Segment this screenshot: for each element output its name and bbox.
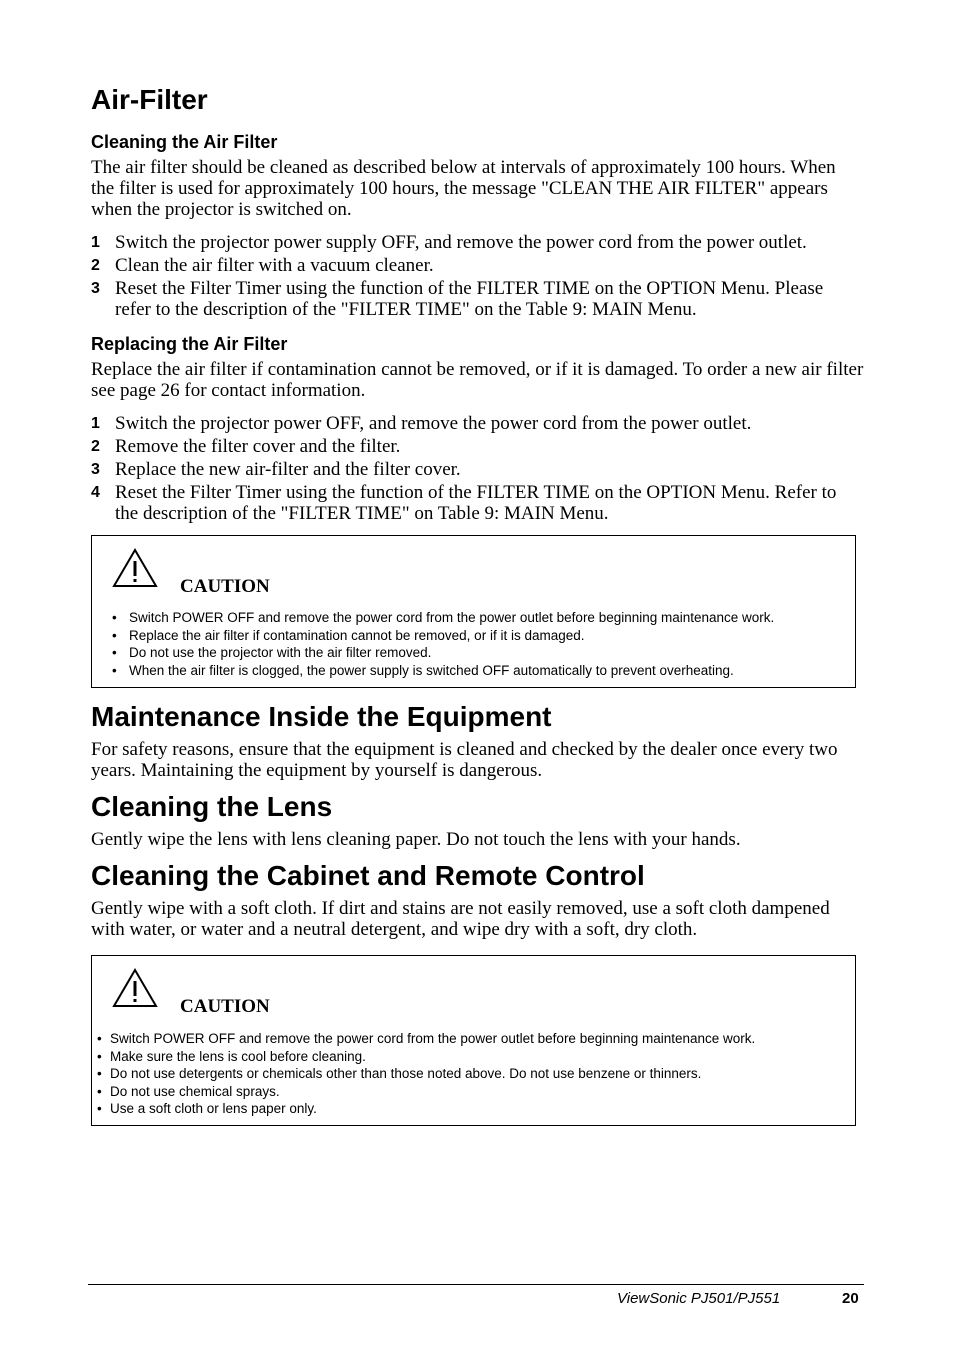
caution-text: Do not use detergents or chemicals other than those noted above. Do not use benzene or thinners. — [110, 1066, 702, 1082]
bullet-glyph: • — [112, 627, 117, 643]
section-title-air-filter: Air-Filter — [91, 84, 208, 115]
caution-box-air-filter — [91, 535, 856, 688]
subheading-replacing-air-filter: Replacing the Air Filter — [91, 334, 288, 354]
step-item — [91, 436, 861, 457]
caution-text: Do not use chemical sprays. — [110, 1083, 280, 1099]
step-text: Remove the filter cover and the filter. — [115, 436, 401, 457]
text-line: when the projector is switched on. — [91, 199, 352, 220]
text-line: see page 26 for contact information. — [91, 380, 366, 401]
bullet-glyph: • — [97, 1083, 102, 1099]
caution-label: CAUTION — [180, 576, 270, 597]
step-text: Reset the Filter Timer using the function of the FILTER TIME on the OPTION Menu. Refer to — [115, 482, 837, 503]
step-item — [91, 232, 861, 253]
caution-item — [97, 1065, 755, 1083]
step-text: Replace the new air-filter and the filter cover. — [115, 459, 461, 480]
step-text: Switch the projector power supply OFF, and remove the power cord from the power outlet. — [115, 232, 807, 253]
caution-text: Replace the air filter if contamination cannot be removed, or if it is damaged. — [129, 627, 585, 643]
step-item — [91, 413, 861, 434]
step-number: 1 — [91, 415, 100, 432]
text-line: years. Maintaining the equipment by yourself is dangerous. — [91, 760, 543, 781]
step-number: 4 — [91, 484, 100, 501]
caution-label: CAUTION — [180, 996, 270, 1017]
text-line: Gently wipe the lens with lens cleaning paper. Do not touch the lens with your hands. — [91, 829, 741, 850]
caution-item — [112, 627, 774, 645]
paragraph-lens — [91, 829, 861, 850]
caution-item — [97, 1030, 756, 1048]
caution-item — [112, 644, 774, 662]
caution-text: Make sure the lens is cool before cleaning. — [110, 1048, 366, 1064]
bullet-glyph: • — [112, 610, 117, 625]
text-line: the filter is used for approximately 100 hours, the message "CLEAN THE AIR FILTER" appears — [91, 178, 828, 199]
bullet-glyph: • — [112, 662, 117, 678]
caution-item — [97, 1100, 755, 1118]
bullet-glyph: • — [97, 1066, 102, 1082]
warning-triangle-icon — [112, 968, 158, 1008]
step-number: 2 — [91, 257, 100, 274]
bullet-glyph: • — [97, 1048, 102, 1064]
paragraph-replacing-intro — [91, 359, 864, 401]
step-number: 1 — [91, 234, 100, 251]
paragraph-cabinet — [91, 898, 861, 940]
step-text: refer to the description of the "FILTER TIME" on the Table 9: MAIN Menu. — [115, 299, 697, 320]
caution-item — [112, 609, 775, 627]
step-number: 3 — [91, 461, 100, 478]
caution-item — [97, 1083, 755, 1101]
step-number: 3 — [91, 280, 100, 297]
warning-triangle-icon — [112, 548, 158, 588]
section-title-lens: Cleaning the Lens — [91, 791, 333, 822]
replacing-steps-list — [91, 413, 861, 524]
text-line: The air filter should be cleaned as described below at intervals of approximately 100 hours. When — [91, 157, 836, 178]
caution-text: Do not use the projector with the air filter removed. — [129, 645, 432, 661]
step-item — [91, 255, 861, 276]
caution-box-cabinet — [91, 955, 856, 1126]
step-text: Clean the air filter with a vacuum cleaner. — [115, 255, 434, 276]
paragraph-cleaning-intro — [91, 157, 861, 220]
caution-list — [112, 609, 775, 679]
step-text: Reset the Filter Timer using the function of the FILTER TIME on the OPTION Menu. Please — [115, 278, 824, 299]
bullet-glyph: • — [97, 1031, 102, 1046]
text-line: Replace the air filter if contamination cannot be removed, or if it is damaged. To order a new air filter — [91, 359, 864, 380]
bullet-glyph: • — [112, 645, 117, 661]
step-item — [91, 482, 861, 524]
caution-text: Switch POWER OFF and remove the power cord from the power outlet before beginning maintenance work. — [129, 610, 775, 625]
footer-rule — [88, 1284, 864, 1285]
section-title-maintenance: Maintenance Inside the Equipment — [91, 701, 552, 732]
caution-text: When the air filter is clogged, the power supply is switched OFF automatically to prevent overheating. — [129, 662, 734, 678]
caution-list — [97, 1030, 756, 1118]
step-number: 2 — [91, 438, 100, 455]
subheading-cleaning-air-filter: Cleaning the Air Filter — [91, 132, 278, 152]
bullet-glyph: • — [97, 1101, 102, 1117]
cleaning-steps-list — [91, 232, 861, 320]
step-item — [91, 459, 861, 480]
step-text: Switch the projector power OFF, and remove the power cord from the power outlet. — [115, 413, 752, 434]
step-item — [91, 278, 861, 320]
text-line: with water, or water and a neutral detergent, and wipe dry with a soft, dry cloth. — [91, 919, 698, 940]
caution-text: Switch POWER OFF and remove the power cord from the power outlet before beginning maintenance work. — [110, 1031, 756, 1046]
paragraph-maintenance — [91, 739, 861, 781]
caution-text: Use a soft cloth or lens paper only. — [110, 1101, 317, 1117]
section-title-cabinet: Cleaning the Cabinet and Remote Control — [91, 860, 645, 891]
footer-brand: ViewSonic PJ501/PJ551 — [617, 1290, 781, 1307]
text-line: Gently wipe with a soft cloth. If dirt and stains are not easily removed, use a soft cloth dampened — [91, 898, 830, 919]
text-line: For safety reasons, ensure that the equipment is cleaned and checked by the dealer once every two — [91, 739, 838, 760]
caution-item — [112, 662, 774, 680]
caution-item — [97, 1048, 755, 1066]
step-text: the description of the "FILTER TIME" on Table 9: MAIN Menu. — [115, 503, 609, 524]
page-number: 20 — [842, 1290, 859, 1307]
